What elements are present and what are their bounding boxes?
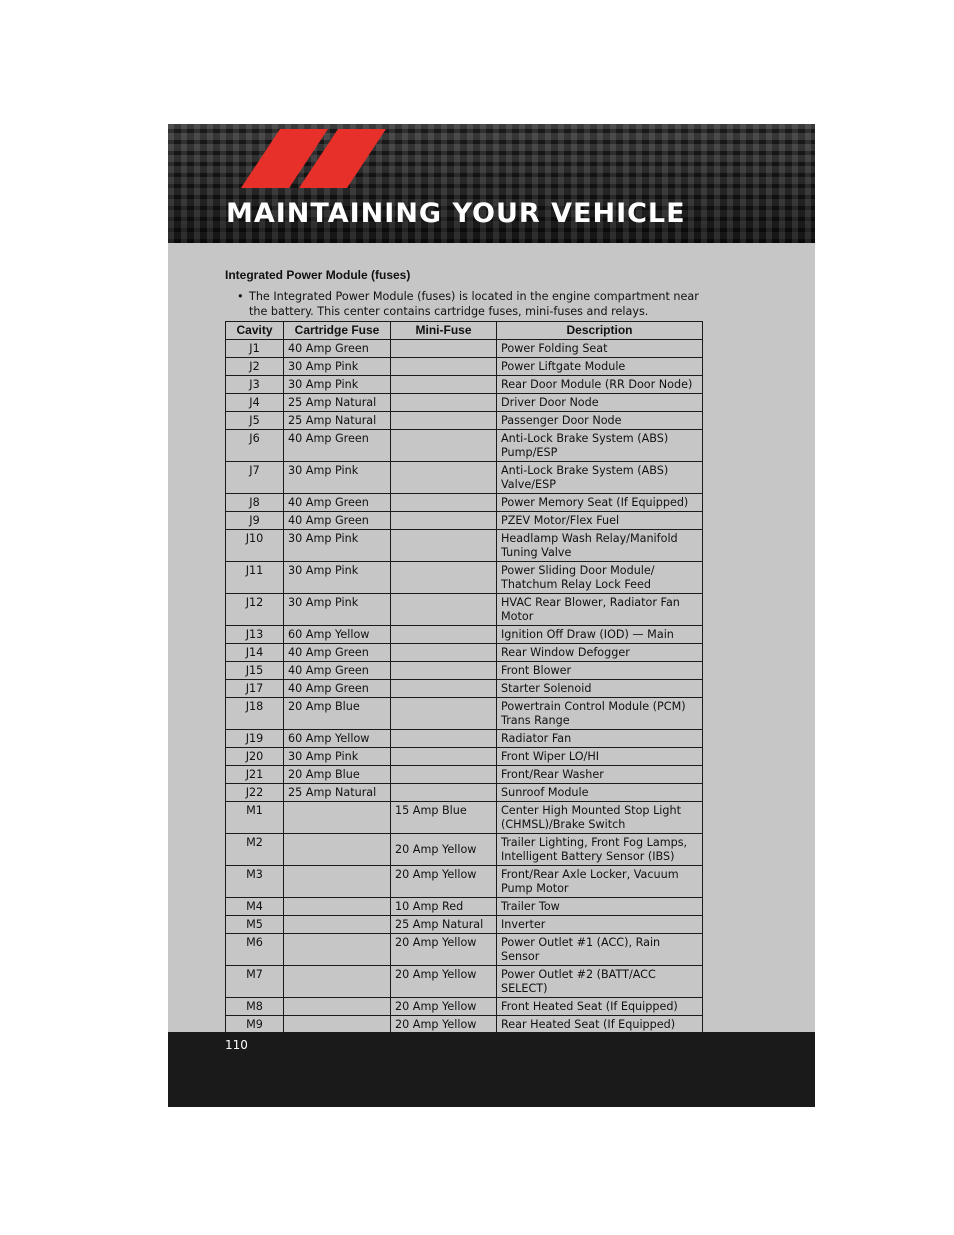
cell-description: Driver Door Node (497, 394, 703, 412)
cell-cavity: J18 (226, 698, 284, 730)
table-row (226, 512, 703, 530)
cell-mini-fuse (391, 698, 497, 730)
cell-cartridge-fuse: 25 Amp Natural (284, 784, 391, 802)
cell-cavity: J20 (226, 748, 284, 766)
cell-description: Rear Window Defogger (497, 644, 703, 662)
cell-cavity: J2 (226, 358, 284, 376)
cell-mini-fuse (391, 376, 497, 394)
table-row (226, 662, 703, 680)
cell-cartridge-fuse: 30 Amp Pink (284, 562, 391, 594)
cell-cavity: J8 (226, 494, 284, 512)
table-row (226, 784, 703, 802)
cell-cartridge-fuse: 30 Amp Pink (284, 530, 391, 562)
table-row (226, 1016, 703, 1034)
page-footer (168, 1032, 815, 1107)
cell-description: Rear Door Module (RR Door Node) (497, 376, 703, 394)
cell-mini-fuse (391, 626, 497, 644)
cell-description: Radiator Fan (497, 730, 703, 748)
cell-cartridge-fuse: 30 Amp Pink (284, 594, 391, 626)
section-heading: Integrated Power Module (fuses) (225, 268, 411, 282)
cell-mini-fuse (391, 644, 497, 662)
chapter-title: MAINTAINING YOUR VEHICLE (226, 198, 686, 229)
table-row (226, 998, 703, 1016)
cell-cartridge-fuse: 30 Amp Pink (284, 358, 391, 376)
cell-cartridge-fuse (284, 834, 391, 866)
cell-description: Headlamp Wash Relay/Manifold Tuning Valve (497, 530, 703, 562)
cell-cartridge-fuse (284, 998, 391, 1016)
cell-description: Power Liftgate Module (497, 358, 703, 376)
cell-cavity: J10 (226, 530, 284, 562)
cell-cavity: J3 (226, 376, 284, 394)
cell-description: Power Outlet #1 (ACC), Rain Sensor (497, 934, 703, 966)
cell-cartridge-fuse: 20 Amp Blue (284, 766, 391, 784)
bullet-item (225, 289, 702, 319)
cell-description: Power Memory Seat (If Equipped) (497, 494, 703, 512)
cell-cartridge-fuse: 40 Amp Green (284, 662, 391, 680)
cell-cartridge-fuse: 60 Amp Yellow (284, 730, 391, 748)
table-row (226, 680, 703, 698)
cell-cartridge-fuse (284, 966, 391, 998)
cell-cavity: J22 (226, 784, 284, 802)
cell-description: Trailer Tow (497, 898, 703, 916)
cell-mini-fuse: 20 Amp Yellow (391, 998, 497, 1016)
table-row (226, 748, 703, 766)
cell-mini-fuse (391, 394, 497, 412)
table-row (226, 644, 703, 662)
cell-mini-fuse (391, 748, 497, 766)
table-row (226, 934, 703, 966)
cell-description: Front Blower (497, 662, 703, 680)
cell-mini-fuse (391, 512, 497, 530)
table-row (226, 430, 703, 462)
cell-cavity: J6 (226, 430, 284, 462)
cell-mini-fuse (391, 530, 497, 562)
table-row (226, 766, 703, 784)
table-row (226, 966, 703, 998)
cell-description: Passenger Door Node (497, 412, 703, 430)
cell-cavity: J9 (226, 512, 284, 530)
cell-cartridge-fuse: 25 Amp Natural (284, 412, 391, 430)
page-number: 110 (225, 1038, 248, 1052)
cell-cavity: M5 (226, 916, 284, 934)
table-row (226, 562, 703, 594)
table-row (226, 698, 703, 730)
cell-mini-fuse (391, 562, 497, 594)
cell-cavity: J5 (226, 412, 284, 430)
cell-description: Power Sliding Door Module/ Thatchum Relay Lock Feed (497, 562, 703, 594)
cell-mini-fuse: 25 Amp Natural (391, 916, 497, 934)
cell-cavity: M6 (226, 934, 284, 966)
cell-mini-fuse: 20 Amp Yellow (391, 934, 497, 966)
cell-cartridge-fuse: 30 Amp Pink (284, 748, 391, 766)
header-description: Description (497, 322, 703, 340)
content-area (225, 267, 702, 1034)
cell-cavity: J13 (226, 626, 284, 644)
cell-mini-fuse (391, 412, 497, 430)
cell-description: Rear Heated Seat (If Equipped) (497, 1016, 703, 1034)
table-row (226, 730, 703, 748)
cell-cavity: J19 (226, 730, 284, 748)
table-row (226, 494, 703, 512)
cell-description: Front Wiper LO/HI (497, 748, 703, 766)
cell-description: Anti-Lock Brake System (ABS) Valve/ESP (497, 462, 703, 494)
cell-cavity: J7 (226, 462, 284, 494)
cell-cartridge-fuse (284, 898, 391, 916)
cell-cartridge-fuse: 60 Amp Yellow (284, 626, 391, 644)
cell-cartridge-fuse: 40 Amp Green (284, 430, 391, 462)
cell-mini-fuse: 20 Amp Yellow (391, 866, 497, 898)
cell-description: Inverter (497, 916, 703, 934)
fuse-table (225, 321, 703, 1034)
header-mini-fuse: Mini-Fuse (391, 322, 497, 340)
cell-description: Front Heated Seat (If Equipped) (497, 998, 703, 1016)
header-cartridge-fuse: Cartridge Fuse (284, 322, 391, 340)
cell-mini-fuse: 20 Amp Yellow (391, 966, 497, 998)
cell-cartridge-fuse: 40 Amp Green (284, 680, 391, 698)
cell-cavity: M9 (226, 1016, 284, 1034)
table-row (226, 802, 703, 834)
cell-cavity: M4 (226, 898, 284, 916)
cell-mini-fuse (391, 784, 497, 802)
cell-cartridge-fuse: 40 Amp Green (284, 494, 391, 512)
cell-mini-fuse (391, 430, 497, 462)
bullet-text: The Integrated Power Module (fuses) is located in the engine compartment near the battery. This center contains cartridge fuses, mini-fuses and relays. (249, 290, 699, 318)
cell-description: Powertrain Control Module (PCM) Trans Range (497, 698, 703, 730)
cell-cartridge-fuse: 20 Amp Blue (284, 698, 391, 730)
table-row (226, 340, 703, 358)
cell-cartridge-fuse (284, 802, 391, 834)
cell-description: PZEV Motor/Flex Fuel (497, 512, 703, 530)
cell-cartridge-fuse: 30 Amp Pink (284, 376, 391, 394)
cell-cartridge-fuse: 40 Amp Green (284, 644, 391, 662)
cell-cavity: M8 (226, 998, 284, 1016)
table-row (226, 866, 703, 898)
cell-cartridge-fuse (284, 1016, 391, 1034)
cell-mini-fuse (391, 494, 497, 512)
table-row (226, 358, 703, 376)
cell-description: Front/Rear Washer (497, 766, 703, 784)
cell-cartridge-fuse: 40 Amp Green (284, 340, 391, 358)
cell-mini-fuse: 15 Amp Blue (391, 802, 497, 834)
manual-page (168, 124, 815, 1107)
cell-cartridge-fuse: 30 Amp Pink (284, 462, 391, 494)
cell-cavity: J11 (226, 562, 284, 594)
table-header-row (226, 322, 703, 340)
cell-mini-fuse (391, 662, 497, 680)
table-row (226, 394, 703, 412)
cell-cartridge-fuse (284, 934, 391, 966)
bullet-dot-icon: • (237, 290, 244, 303)
cell-mini-fuse (391, 594, 497, 626)
cell-cavity: J15 (226, 662, 284, 680)
cell-mini-fuse (391, 680, 497, 698)
cell-description: Starter Solenoid (497, 680, 703, 698)
cell-cavity: J21 (226, 766, 284, 784)
cell-description: Trailer Lighting, Front Fog Lamps, Intelligent Battery Sensor (IBS) (497, 834, 703, 866)
table-row (226, 412, 703, 430)
cell-cartridge-fuse (284, 916, 391, 934)
cell-mini-fuse: 20 Amp Yellow (391, 1016, 497, 1034)
table-body (226, 340, 703, 1034)
cell-cavity: J17 (226, 680, 284, 698)
cell-description: Power Outlet #2 (BATT/ACC SELECT) (497, 966, 703, 998)
cell-mini-fuse (391, 766, 497, 784)
cell-description: Sunroof Module (497, 784, 703, 802)
table-row (226, 530, 703, 562)
cell-cavity: J12 (226, 594, 284, 626)
chapter-header (168, 124, 815, 243)
table-row (226, 916, 703, 934)
cell-cartridge-fuse: 25 Amp Natural (284, 394, 391, 412)
table-row (226, 376, 703, 394)
table-row (226, 898, 703, 916)
cell-cartridge-fuse (284, 866, 391, 898)
cell-cavity: J14 (226, 644, 284, 662)
table-row (226, 594, 703, 626)
cell-mini-fuse (391, 462, 497, 494)
header-cavity: Cavity (226, 322, 284, 340)
cell-cavity: M7 (226, 966, 284, 998)
cell-cavity: M2 (226, 834, 284, 866)
cell-mini-fuse (391, 730, 497, 748)
cell-cartridge-fuse: 40 Amp Green (284, 512, 391, 530)
cell-description: Power Folding Seat (497, 340, 703, 358)
table-row (226, 834, 703, 866)
cell-description: Ignition Off Draw (IOD) — Main (497, 626, 703, 644)
cell-mini-fuse: 20 Amp Yellow (391, 834, 497, 866)
cell-mini-fuse (391, 340, 497, 358)
cell-cavity: J4 (226, 394, 284, 412)
cell-cavity: M3 (226, 866, 284, 898)
cell-mini-fuse: 10 Amp Red (391, 898, 497, 916)
cell-cavity: M1 (226, 802, 284, 834)
cell-cavity: J1 (226, 340, 284, 358)
cell-mini-fuse (391, 358, 497, 376)
table-row (226, 462, 703, 494)
table-row (226, 626, 703, 644)
cell-description: Anti-Lock Brake System (ABS) Pump/ESP (497, 430, 703, 462)
cell-description: HVAC Rear Blower, Radiator Fan Motor (497, 594, 703, 626)
cell-description: Center High Mounted Stop Light (CHMSL)/Brake Switch (497, 802, 703, 834)
cell-description: Front/Rear Axle Locker, Vacuum Pump Motor (497, 866, 703, 898)
